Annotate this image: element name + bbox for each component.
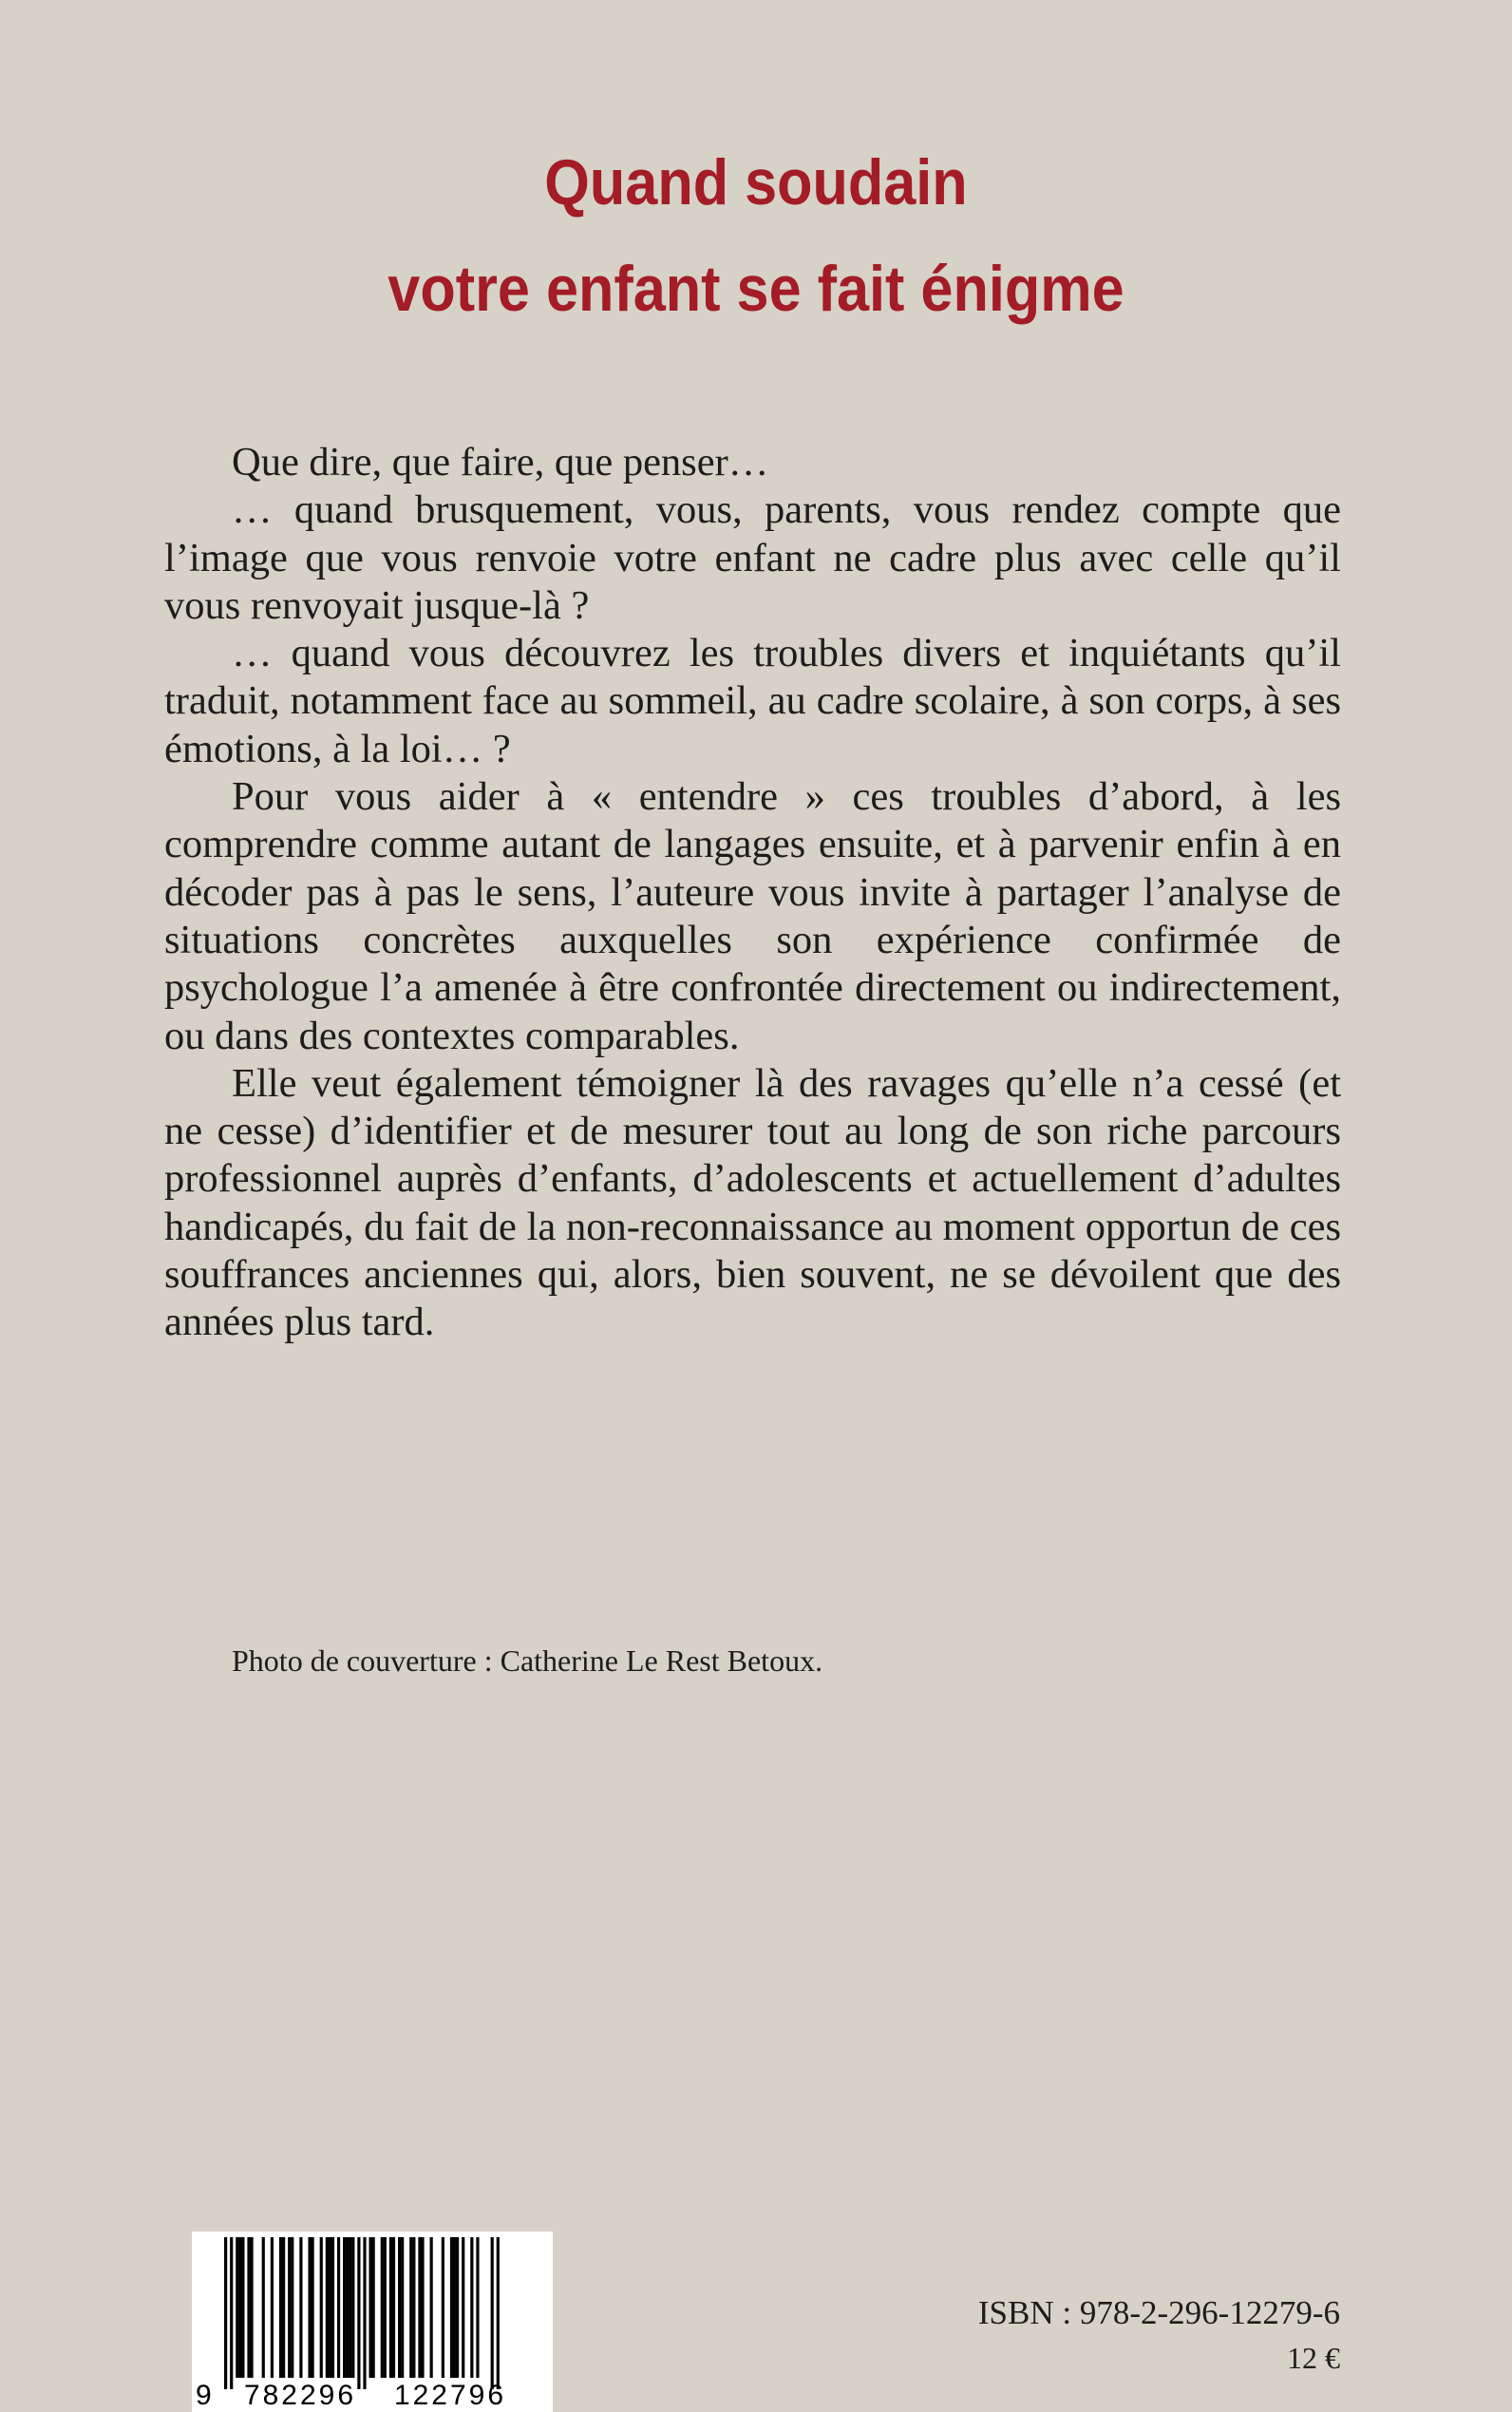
barcode-bar: [351, 2237, 354, 2378]
blurb-paragraph-2: … quand brusquement, vous, parents, vous rendez compte que l’image que vous renvoie votre enfant ne cadre plus avec celle qu’il vous renvoyait jusque-là ?: [164, 487, 1341, 628]
barcode-bar: [401, 2237, 404, 2378]
barcode-bar: [282, 2237, 285, 2378]
barcode-bar: [299, 2237, 302, 2378]
barcode-bar: [247, 2237, 250, 2378]
barcode-right-digits: 122796: [393, 2380, 507, 2411]
barcode-bar: [349, 2237, 351, 2378]
barcode-bar: [262, 2237, 265, 2378]
blurb-paragraph-5: Elle veut également témoigner là des ravages qu’elle n’a cessé (et ne cesse) d’identifier et de mesurer tout au long de son riche parcours professionnel auprès d’enfants, d’adolescents et actuellement d’adultes handicapés, du fait de la non-reconnaissance au moment opportun de ces souffrances anciennes qui, alors, bien souvent, ne se dévoilent que des années plus tard.: [164, 1060, 1341, 1345]
barcode-bar: [329, 2237, 331, 2378]
barcode-bar: [412, 2237, 415, 2378]
barcode-bar: [337, 2237, 340, 2378]
barcode-bar: [308, 2237, 311, 2378]
barcode-bar: [430, 2237, 433, 2378]
barcode-graphic: [192, 2232, 553, 2412]
barcode-bar: [291, 2237, 293, 2378]
barcode-bar: [271, 2237, 274, 2378]
barcode-bar: [491, 2237, 494, 2389]
barcode-bar: [372, 2237, 375, 2378]
barcode-bar: [331, 2237, 334, 2378]
barcode-bar: [279, 2237, 282, 2378]
barcode-bar: [230, 2237, 233, 2389]
barcode-bar: [398, 2237, 401, 2378]
barcode-bar: [409, 2237, 412, 2378]
barcode-bar: [224, 2237, 227, 2389]
barcode-first-digit: 9: [196, 2380, 212, 2411]
barcode-bar: [442, 2237, 444, 2378]
barcode: [192, 2232, 553, 2412]
barcode-bar: [470, 2237, 473, 2378]
blurb-text: [164, 439, 1341, 1347]
blurb-paragraph-3: … quand vous découvrez les troubles divers et inquiétants qu’il traduit, notamment face au sommeil, au cadre scolaire, à son corps, à ses émotions, à la loi… ?: [164, 631, 1341, 771]
barcode-bar: [456, 2237, 459, 2378]
barcode-bar: [320, 2237, 323, 2378]
barcode-bar: [238, 2237, 241, 2378]
barcode-bar: [241, 2237, 244, 2378]
barcode-bar: [250, 2237, 253, 2378]
barcode-bar: [236, 2237, 238, 2378]
photo-credit: Photo de couverture : Catherine Le Rest Betoux.: [232, 1643, 823, 1678]
barcode-bar: [346, 2237, 349, 2378]
barcode-bar: [450, 2237, 453, 2378]
barcode-bar: [363, 2237, 366, 2389]
barcode-bar: [418, 2237, 421, 2378]
barcode-bar: [476, 2237, 479, 2378]
barcode-bar: [343, 2237, 346, 2378]
barcode-bar: [384, 2237, 387, 2378]
barcode-left-digits: 782296: [243, 2380, 357, 2411]
barcode-bar: [462, 2237, 464, 2378]
barcode-bar: [369, 2237, 372, 2378]
barcode-bar: [497, 2237, 500, 2389]
title-line-2: votre enfant se fait énigme: [387, 253, 1125, 325]
barcode-bar: [392, 2237, 395, 2378]
barcode-bar: [357, 2237, 360, 2389]
barcode-bar: [421, 2237, 424, 2378]
barcode-bar: [288, 2237, 291, 2378]
blurb-paragraph-1: Que dire, que faire, que penser…: [232, 440, 769, 484]
price: 12 €: [1287, 2341, 1340, 2375]
title-line-1: Quand soudain: [544, 146, 968, 218]
barcode-bar: [453, 2237, 456, 2378]
barcode-bar: [389, 2237, 392, 2378]
barcode-bar: [381, 2237, 384, 2378]
barcode-bar: [312, 2237, 314, 2378]
isbn: ISBN : 978-2-296-12279-6: [977, 2294, 1340, 2331]
blurb-paragraph-4: Pour vous aider à « entendre » ces troubles d’abord, à les comprendre comme autant de langages ensuite, et à parvenir enfin à en décoder pas à pas le sens, l’auteure vous invite à partager l’analyse de situations concrètes auxquelles son expérience confirmée de psychologue l’a amenée à être confrontée directement ou indirectement, ou dans des contextes comparables.: [164, 774, 1341, 1058]
barcode-bar: [326, 2237, 329, 2378]
